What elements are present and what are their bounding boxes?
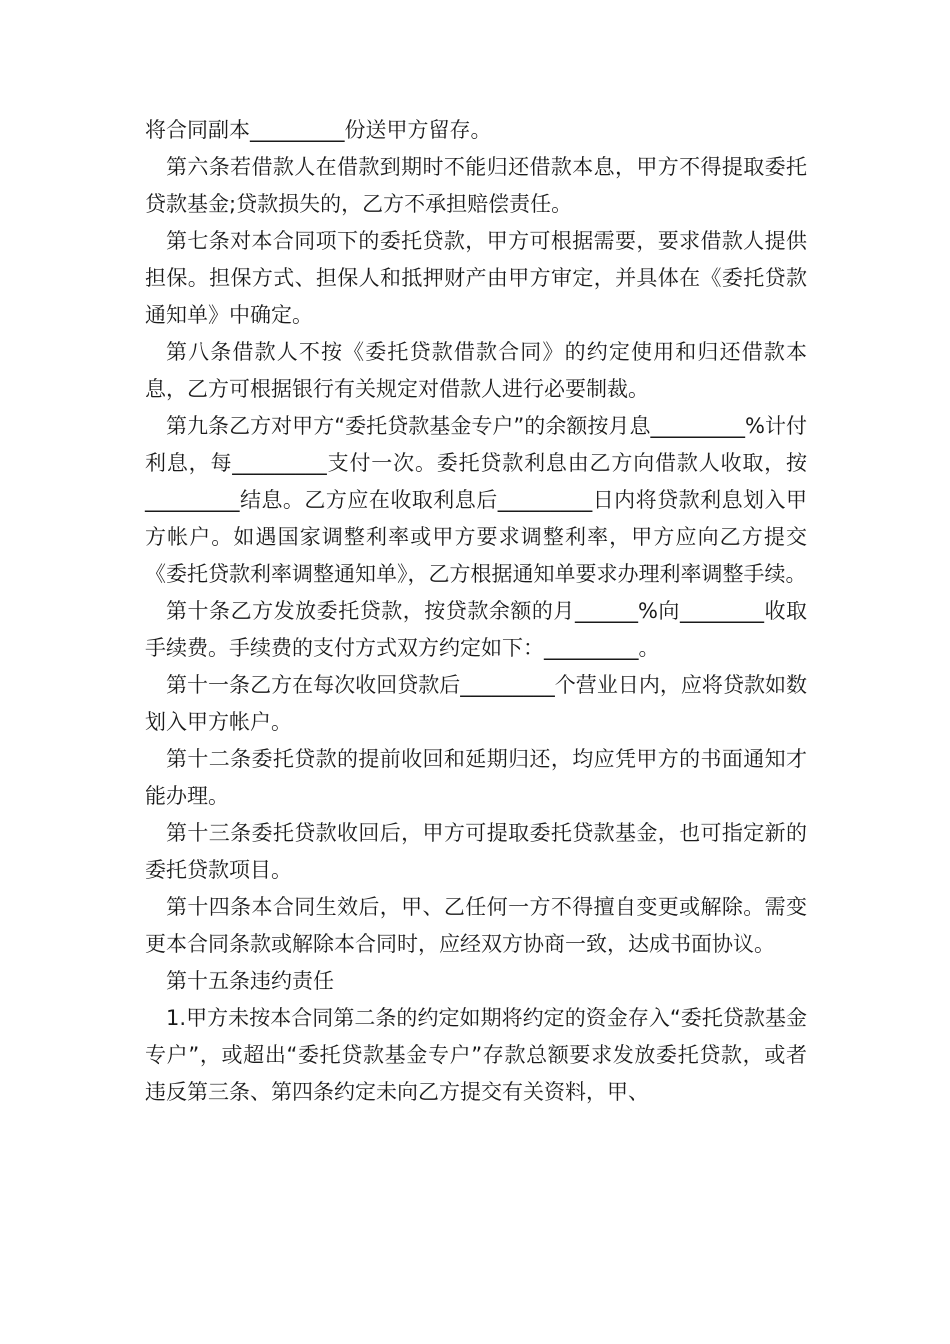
document-body — [145, 112, 807, 1111]
paragraph-article-12: 第十二条委托贷款的提前收回和延期归还，均应凭甲方的书面通知才能办理。 — [145, 747, 807, 808]
paragraph-article-15-heading: 第十五条违约责任 — [166, 969, 334, 993]
paragraph-article-11: 第十一条乙方在每次收回贷款后_________个营业日内，应将贷款如数划入甲方帐户。 — [145, 673, 807, 734]
paragraph-article-14: 第十四条本合同生效后，甲、乙任何一方不得擅自变更或解除。需变更本合同条款或解除本合同时，应经双方协商一致，达成书面协议。 — [145, 895, 807, 956]
paragraph-article-6: 第六条若借款人在借款到期时不能归还借款本息，甲方不得提取委托贷款基金;贷款损失的，乙方不承担赔偿责任。 — [145, 155, 807, 216]
paragraph-article-8: 第八条借款人不按《委托贷款借款合同》的约定使用和归还借款本息，乙方可根据银行有关规定对借款人进行必要制裁。 — [145, 340, 807, 401]
paragraph-article-15-item-1: 1.甲方未按本合同第二条的约定如期将约定的资金存入“委托贷款基金专户”，或超出“委托贷款基金专户”存款总额要求发放委托贷款，或者违反第三条、第四条约定未向乙方提交有关资料，甲、 — [145, 1006, 807, 1104]
paragraph-article-9: 第九条乙方对甲方“委托贷款基金专户”的余额按月息_________%计付利息，每_________支付一次。委托贷款利息由乙方向借款人收取，按_________结息。乙方应在收取利息后_________日内将贷款利息划入甲方帐户。如遇国家调整利率或甲方要求调整利率，甲方应向乙方提交《委托贷款利率调整通知单》，乙方根据通知单要求办理利率调整手续。 — [145, 414, 807, 586]
paragraph-article-13: 第十三条委托贷款收回后，甲方可提取委托贷款基金，也可指定新的委托贷款项目。 — [145, 821, 807, 882]
paragraph-article-10: 第十条乙方发放委托贷款，按贷款余额的月______%向________收取手续费。手续费的支付方式双方约定如下：_________。 — [145, 599, 807, 660]
paragraph-article-7: 第七条对本合同项下的委托贷款，甲方可根据需要，要求借款人提供担保。担保方式、担保人和抵押财产由甲方审定，并具体在《委托贷款通知单》中确定。 — [145, 229, 807, 327]
paragraph-copies: 将合同副本_________份送甲方留存。 — [145, 118, 492, 142]
